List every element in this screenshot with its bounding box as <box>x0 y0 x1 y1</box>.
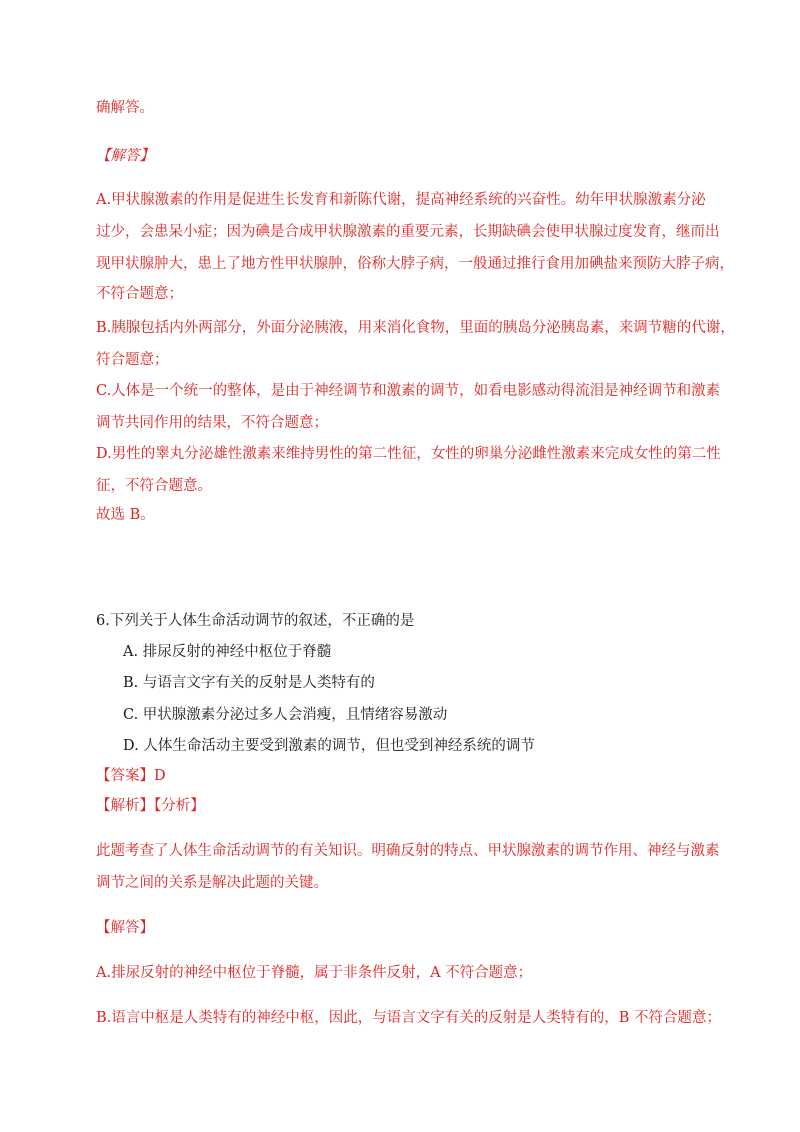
question-6-option-d: D. 人体生命活动主要受到激素的调节，但也受到神经系统的调节 <box>123 738 535 754</box>
prev-option-a-line-1: A.甲状腺激素的作用是促进生长发育和新陈代谢，提高神经系统的兴奋性。幼年甲状腺激素分泌 <box>96 192 706 208</box>
prev-option-a-line-2: 过少，会患呆小症；因为碘是合成甲状腺激素的重要元素，长期缺碘会使甲状腺过度发育，继而出 <box>96 224 720 240</box>
prev-option-a-line-4: 不符合题意； <box>96 286 183 302</box>
answer-label: 【答案】D <box>96 768 166 784</box>
question-6-option-a: A. 排尿反射的神经中枢位于脊髓 <box>123 644 332 660</box>
prev-option-d-line-2: 征，不符合题意。 <box>96 478 212 494</box>
prev-option-c-line-2: 调节共同作用的结果，不符合题意； <box>96 415 328 431</box>
solution-line-b: B.语言中枢是人类特有的神经中枢，因此，与语言文字有关的反射是人类特有的，B 不符合题意； <box>96 1010 722 1026</box>
prev-option-d-line-1: D.男性的睾丸分泌雄性激素来维持男性的第二性征，女性的卵巢分泌雌性激素来完成女性的第二性 <box>96 446 721 462</box>
explanation-heading: 【解析】【分析】 <box>96 798 205 814</box>
previous-solution-heading: 【解答】 <box>96 148 154 164</box>
question-6-stem: 6.下列关于人体生命活动调节的叙述，不正确的是 <box>96 613 415 629</box>
prev-conclusion: 故选 B。 <box>96 507 155 523</box>
prev-option-b-line-1: B.胰腺包括内外两部分，外面分泌胰液，用来消化食物，里面的胰岛分泌胰岛素，来调节糖的代谢， <box>96 320 735 336</box>
prev-option-a-line-3: 现甲状腺肿大，患上了地方性甲状腺肿，俗称大脖子病，一般通过推行食用加碘盐来预防大脖子病， <box>96 256 734 272</box>
question-6-option-b: B. 与语言文字有关的反射是人类特有的 <box>123 675 375 691</box>
prev-option-c-line-1: C.人体是一个统一的整体，是由于神经调节和激素的调节，如看电影感动得流泪是神经调节和激素 <box>96 383 721 399</box>
previous-answer-continuation: 确解答。 <box>96 100 154 116</box>
prev-option-b-line-2: 符合题意； <box>96 352 169 368</box>
analysis-line-2: 调节之间的关系是解决此题的关键。 <box>96 875 328 891</box>
analysis-line-1: 此题考查了人体生命活动调节的有关知识。明确反射的特点、甲状腺激素的调节作用、神经与激素 <box>96 843 720 859</box>
question-6-option-c: C. 甲状腺激素分泌过多人会消瘦，且情绪容易激动 <box>123 707 448 723</box>
solution-line-a: A.排尿反射的神经中枢位于脊髓，属于非条件反射，A 不符合题意； <box>96 965 533 981</box>
solution-heading: 【解答】 <box>96 920 154 936</box>
